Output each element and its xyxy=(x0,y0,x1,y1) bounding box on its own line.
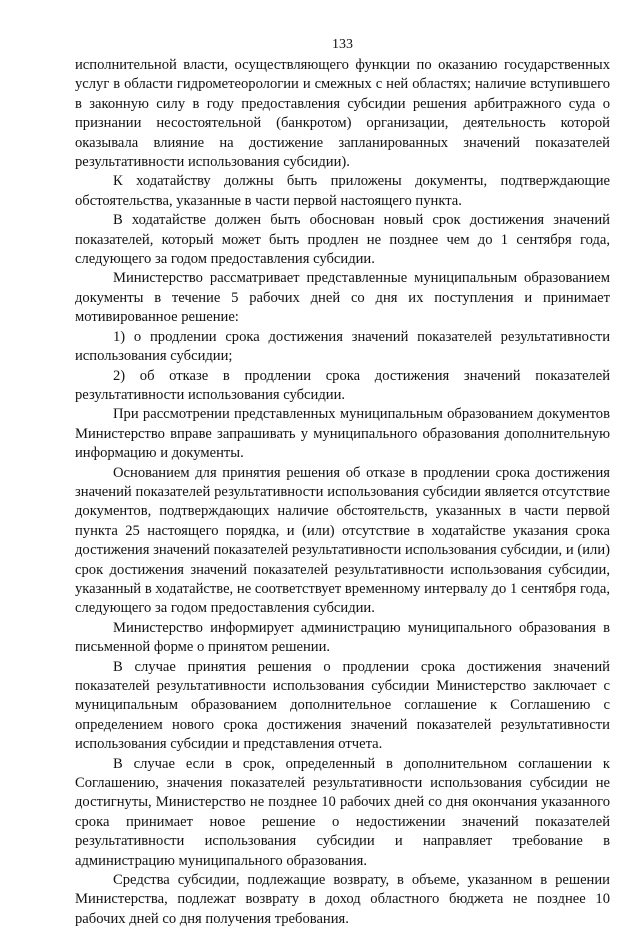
document-page xyxy=(75,36,610,929)
paragraph: В ходатайстве должен быть обоснован новый срок достижения значений показателей, который может быть продлен не позднее чем до 1 сентября года, следующего за годом предоставления субсидии. xyxy=(75,212,610,268)
paragraph: В случае принятия решения о продлении срока достижения значений показателей результативности использования субсидии Министерство заключает с муниципальным образованием дополнительное соглашение к Соглашению с определением нового срока достижения значений показателей результативности использования субсидии и представления отчета. xyxy=(75,658,610,753)
paragraph: исполнительной власти, осуществляющего функции по оказанию государственных услуг в области гидрометеорологии и смежных с ней областях; наличие вступившего в законную силу в году предоставления субсидии решения арбитражного суда о признании несостоятельной (банкротом) организации, деятельность которой оказывала влияние на достижение запланированных значений показателей результативности использования субсидии). xyxy=(75,57,610,171)
paragraph: Министерство рассматривает представленные муниципальным образованием документы в течение 5 рабочих дней со дня их поступления и принимает мотивированное решение: xyxy=(75,270,610,326)
paragraph: Министерство информирует администрацию муниципального образования в письменной форме о принятом решении. xyxy=(75,619,610,656)
paragraph: При рассмотрении представленных муниципальным образованием документов Министерство вправе запрашивать у муниципального образования дополнительную информацию и документы. xyxy=(75,406,610,462)
page-number: 133 xyxy=(332,37,353,52)
paragraph: В случае если в срок, определенный в дополнительном соглашении к Соглашению, значения показателей результативности использования субсидии не достигнуты, Министерство не позднее 10 рабочих дней со дня окончания указанного срока принимает новое решение о недостижении значений показателей результативности использования субсидии и направляет требование в администрацию муниципального образования. xyxy=(75,755,610,869)
document-body xyxy=(75,56,610,929)
paragraph: К ходатайству должны быть приложены документы, подтверждающие обстоятельства, указанные в части первой настоящего пункта. xyxy=(75,173,610,209)
list-item: 1) о продлении срока достижения значений показателей результативности использования субсидии; xyxy=(75,328,610,365)
paragraph: Средства субсидии, подлежащие возврату, в объеме, указанном в решении Министерства, подлежат возврату в доход областного бюджета не позднее 10 рабочих дней со дня получения требования. xyxy=(75,872,610,927)
paragraph: Основанием для принятия решения об отказе в продлении срока достижения значений показателей результативности использования субсидии является отсутствие документов, подтверждающих наличие обстоятельств, указанных в части первой пункта 25 настоящего порядка, и (или) отсутствие в ходатайстве указания срока достижения значений показателей результативности использования субсидии, и (или) срок достижения значений показателей результативности использования субсидии, указанный в ходатайстве, не соответствует временному интервалу до 1 сентября года, следующего за годом предоставления субсидии. xyxy=(75,464,610,617)
list-item: 2) об отказе в продлении срока достижения значений показателей результативности использования субсидии. xyxy=(75,367,610,403)
